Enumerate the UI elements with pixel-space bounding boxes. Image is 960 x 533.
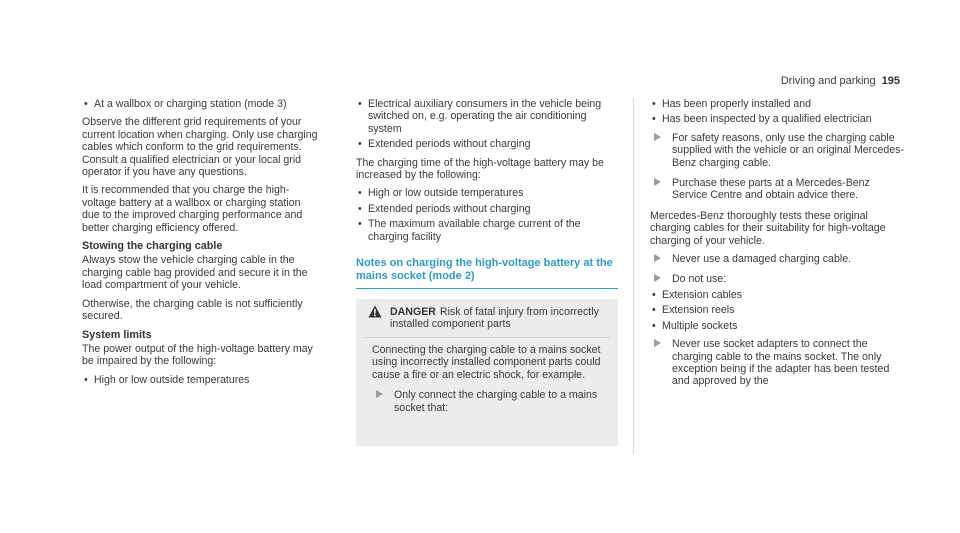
list-item: • The maximum available charge current of the charging facility [356, 218, 618, 243]
paragraph: Mercedes-Benz thoroughly tests these original charging cables for their suitability for high-voltage charging of your vehicle. [650, 209, 886, 247]
section-heading: Notes on charging the high-voltage battery at the mains socket (mode 2) [356, 257, 618, 289]
step-text: Purchase these parts at a Mercedes-Benz Service Centre and obtain advice there. [672, 177, 870, 202]
paragraph: The power output of the high-voltage battery may be impaired by the following: [82, 342, 313, 368]
instruction-step [650, 273, 906, 285]
step-text: For safety reasons, only use the charging cable supplied with the vehicle or an original Mercedes-Benz charging cable. [672, 131, 905, 169]
list-item: • High or low outside temperatures [356, 187, 618, 199]
instruction-step [650, 132, 906, 169]
list-item: • Extension cables [650, 289, 906, 301]
danger-label: DANGER [390, 306, 436, 319]
step-text: Only connect the charging cable to a mains socket that: [394, 389, 598, 414]
danger-header [364, 306, 610, 331]
arrow-right-icon [654, 133, 661, 141]
list-item: • Extended periods without charging [356, 138, 618, 150]
list-item: • Extension reels [650, 304, 906, 316]
paragraph: Otherwise, the charging cable is not sufficiently secured. [82, 297, 303, 323]
instruction-step [372, 389, 610, 414]
list-item: • Extended periods without charging [356, 203, 618, 215]
section-title: Driving and parking [780, 75, 876, 87]
instruction-step [650, 177, 906, 202]
paragraph: It is recommended that you charge the high-voltage battery at a wallbox or charging station due to the improved charging performance and better charging efficiency offered. [82, 184, 303, 234]
list-item: • Multiple sockets [650, 320, 906, 332]
bullet-list [650, 98, 906, 126]
danger-box [356, 299, 618, 446]
subheading-stowing: Stowing the charging cable [82, 240, 223, 253]
step-text: Never use socket adapters to connect the charging cable to the mains socket. The only exception being if the adapter has been tested and approved by the [672, 338, 890, 388]
page-header [760, 75, 900, 87]
paragraph: The charging time of the high-voltage battery may be increased by the following: [356, 156, 604, 182]
subheading-system-limits: System limits [82, 328, 152, 341]
warning-triangle-icon [368, 305, 382, 318]
arrow-right-icon [654, 178, 661, 186]
list-item: • Has been properly installed and [650, 98, 906, 110]
instruction-step [650, 338, 906, 388]
list-item: • At a wallbox or charging station (mode 3) [82, 98, 320, 110]
divider [364, 337, 610, 338]
step-text: Do not use: [672, 273, 727, 286]
bullet-list [356, 98, 618, 151]
column-1 [82, 98, 320, 392]
list-item: • Electrical auxiliary consumers in the vehicle being switched on, e.g. operating the air conditioning system [356, 98, 618, 135]
paragraph: Always stow the vehicle charging cable in the charging cable bag provided and secure it in the load compartment of your vehicle. [82, 254, 308, 292]
danger-body [364, 344, 610, 414]
column-2 [356, 98, 618, 446]
arrow-right-icon [376, 390, 383, 398]
list-item: • High or low outside temperatures [82, 374, 320, 386]
danger-text: Connecting the charging cable to a mains socket using incorrectly installed component parts could cause a fire or an electric shock, for example. [372, 343, 601, 381]
bullet-list [356, 187, 618, 243]
step-text: Never use a damaged charging cable. [672, 253, 852, 266]
column-3 [633, 98, 906, 454]
arrow-right-icon [654, 339, 661, 347]
instruction-step [650, 253, 906, 265]
bullet-list [650, 289, 906, 332]
page-number: 195 [881, 75, 900, 87]
danger-title: Risk of fatal injury from incorrectly installed component parts [390, 306, 599, 331]
arrow-right-icon [654, 254, 661, 262]
arrow-right-icon [654, 274, 661, 282]
bullet-list [82, 98, 320, 110]
list-item: • Has been inspected by a qualified electrician [650, 113, 906, 125]
bullet-list [82, 374, 320, 386]
paragraph: Observe the different grid requirements of your current location when charging. Only use charging cables which conform to the grid requirements. Consult a qualified electrician or your local grid operator if you have any questions. [82, 116, 318, 179]
